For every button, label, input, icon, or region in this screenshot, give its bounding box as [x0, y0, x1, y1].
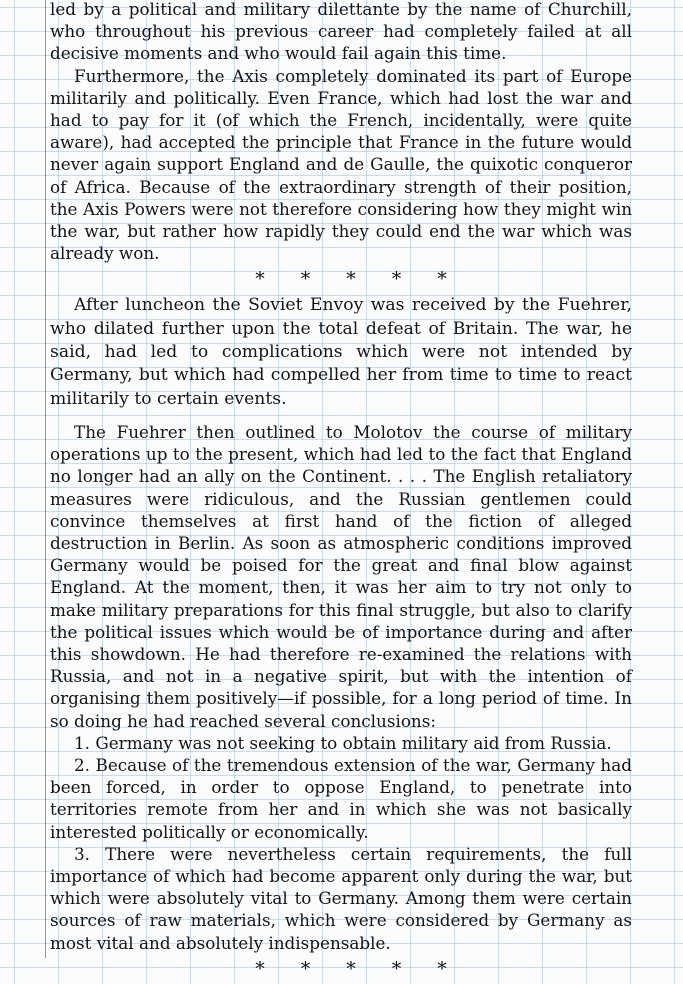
- paragraph-axis: Furthermore, the Axis completely dominated its part of Europe militarily and politically. Even France, which had lost the war and had to pay for it (of which the French, incidentally, were quite aware), had accepted the principle that France in the future would never again support England and de Gaulle, the quixotic conqueror of Africa. Because of the extraordinary strength of their position, the Axis Powers were not therefore considering how they might win the war, but rather how rapidly they could end the war which was already won.: [50, 65, 632, 264]
- paragraph-churchill: led by a political and military dilettante by the name of Churchill, who throughout his previous career had completely failed at all decisive moments and who would fail again this time.: [50, 0, 632, 64]
- separator-star: *: [300, 957, 311, 980]
- separator-star: *: [255, 268, 265, 291]
- paragraph-gap: [50, 411, 632, 421]
- separator-star: *: [346, 957, 356, 980]
- separator-star: *: [391, 957, 402, 980]
- book-page: [50, 0, 632, 984]
- conclusion-1: 1. Germany was not seeking to obtain military aid from Russia.: [74, 732, 612, 753]
- separator-star: *: [346, 268, 356, 291]
- notebook-margin-line: [45, 0, 46, 958]
- section-separator-1: [50, 264, 632, 294]
- separator-star: *: [255, 957, 265, 980]
- separator-star: *: [391, 268, 402, 291]
- conclusion-3: 3. There were nevertheless certain requirements, the full importance of which had become apparent only during the war, but which were absolutely vital to Germany. Among them were certain sources of raw materials, which were considered by Germany as most vital and absolutely indispensable.: [50, 843, 632, 953]
- paragraph-fuehrer-outline: The Fuehrer then outlined to Molotov the course of military operations up to the present, which had led to the fact that England no longer had an ally on the Continent. . . . The English retaliatory measures were ridiculous, and the Russian gentlemen could convince themselves at first hand of the fiction of alleged destruction in Berlin. As soon as atmospheric conditions improved Germany would be poised for the great and final blow against England. At the moment, then, it was her aim to try not only to make military preparations for this final struggle, but also to clarify the political issues which would be of importance during and after this showdown. He had therefore re-examined the relations with Russia, and not in a negative spirit, but with the intention of organising them positively—if possible, for a long period of time. In so doing he had reached several conclusions:: [50, 421, 632, 731]
- separator-star: *: [300, 268, 311, 291]
- paragraph-luncheon: After luncheon the Soviet Envoy was received by the Fuehrer, who dilated further upon the total defeat of Britain. The war, he said, had led to complications which were not intended by Germany, but which had compelled her from time to time to react militarily to certain events.: [50, 295, 632, 409]
- separator-star: *: [437, 957, 447, 980]
- conclusion-2: 2. Because of the tremendous extension of the war, Germany had been forced, in order to oppose England, to penetrate into territories remote from her and in which she was not basically interested politically or economically.: [50, 754, 632, 842]
- separator-star: *: [437, 268, 447, 291]
- section-separator-2: [50, 954, 632, 984]
